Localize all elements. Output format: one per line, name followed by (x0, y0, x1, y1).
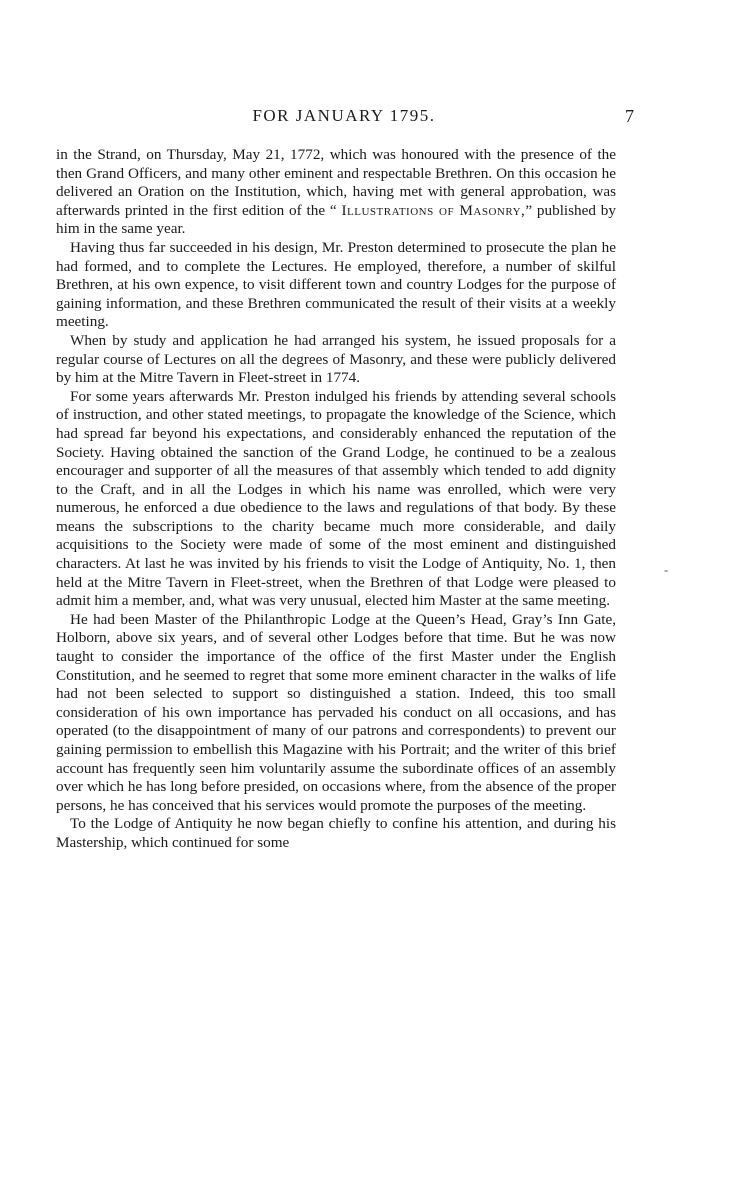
paragraph-1-tail: ” published by him in the same year. (56, 201, 616, 238)
margin-mark: - (664, 562, 669, 577)
running-head (56, 106, 632, 130)
book-title-small-caps: Illustrations of Masonry, (341, 201, 526, 219)
page-number: 7 (625, 106, 634, 126)
paragraph-3: When by study and application he had arranged his system, he issued proposals for a regular course of Lectures on all the degrees of Masonry, and these were publicly delivered by him at the Mitre Tavern in Fleet-street in 1774. (56, 331, 616, 387)
running-title: FOR JANUARY 1795. (252, 106, 436, 125)
body-text (56, 146, 616, 853)
paragraph-1 (56, 146, 616, 239)
paragraph-1-text: in the Strand, on Thursday, May 21, 1772, which was honoured with the presence of the then Grand Officers, and many other eminent and respectable Brethren. On this occasion he delivered an Oration on the Institution, which, having met with general approbation, was afterwards printed in the first edition of the “ (56, 146, 616, 219)
paragraph-2: Having thus far succeeded in his design, Mr. Preston determined to prosecute the plan he had formed, and to complete the Lectures. He employed, therefore, a number of skilful Brethren, at his own expence, to visit different town and country Lodges for the purpose of gaining information, and these Brethren communicated the result of their visits at a weekly meeting. (56, 238, 616, 331)
paragraph-6: To the Lodge of Antiquity he now began chiefly to confine his attention, and during his Mastership, which continued for some (56, 815, 616, 851)
paragraph-4: For some years afterwards Mr. Preston indulged his friends by attending several schools of instruction, and other stated meetings, to propagate the knowledge of the Science, which had spread far beyond his expectations, and considerably enhanced the reputation of the Society. Having obtained the sanction of the Grand Lodge, he continued to be a zealous encourager and supporter of all the measures of that assembly which tended to add dignity to the Craft, and in all the Lodges in which his name was enrolled, which were very numerous, he enforced a due obedience to the laws and regulations of that body. By these means the subscriptions to the charity became much more considerable, and daily acquisitions to the Society were made of some of the most eminent and distinguished characters. At last he was invited by his friends to visit the Lodge of Antiquity, No. 1, then held at the Mitre Tavern in Fleet-street, when the Brethren of that Lodge were pleased to admit him a member, and, what was very unusual, elected him Master at the same meeting. (56, 387, 616, 610)
paragraph-5: He had been Master of the Philanthropic Lodge at the Queen’s Head, Gray’s Inn Gate, Holborn, above six years, and of several other Lodges before that time. But he was now taught to consider the importance of the office of the first Master under the English Constitution, and he seemed to regret that some more eminent character in the walks of life had not been selected to support so distinguished a station. Indeed, this too small consideration of his own importance has pervaded his conduct on all occasions, and has operated (to the disappointment of many of our patrons and correspondents) to prevent our gaining permission to embellish this Magazine with his Portrait; and the writer of this brief account has frequently seen him voluntarily assume the subordinate offices of an assembly over which he has long before presided, on occasions where, from the absence of the proper persons, he has conceived that his services would promote the purposes of the meeting. (56, 610, 616, 814)
